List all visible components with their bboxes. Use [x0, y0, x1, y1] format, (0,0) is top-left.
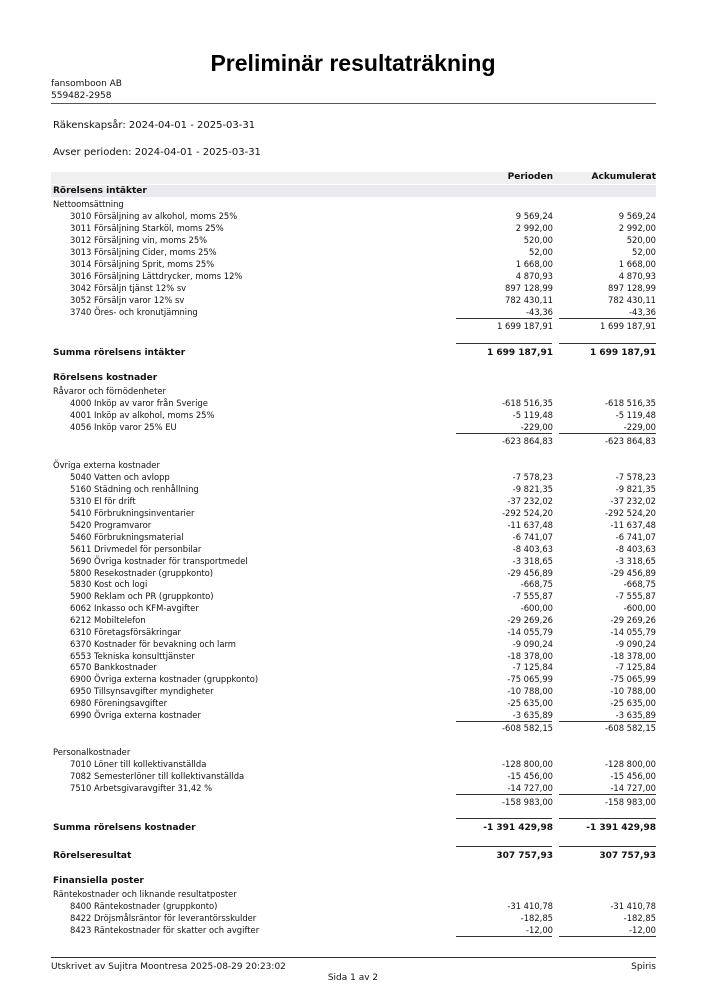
- row-label: 6553 Tekniska konsulttjänster: [70, 651, 195, 661]
- period-value: -3 635,89: [512, 710, 553, 720]
- footer-divider: [51, 957, 656, 958]
- row-label: Finansiella poster: [53, 876, 144, 886]
- accumulated-value: 52,00: [632, 247, 656, 257]
- total-rule: [559, 343, 656, 344]
- period-value: -9 821,35: [512, 484, 553, 494]
- accumulated-value: -128 800,00: [605, 759, 656, 769]
- account-row: [51, 614, 656, 626]
- accumulated-value: 1 699 187,91: [600, 321, 656, 331]
- header-divider: [51, 103, 656, 104]
- accumulated-value: -9 090,24: [615, 639, 656, 649]
- accumulated-value: -9 821,35: [615, 484, 656, 494]
- accumulated-value: 1 668,00: [618, 259, 656, 269]
- period-value: -668,75: [520, 579, 553, 589]
- period-value: -37 232,02: [507, 496, 553, 506]
- account-row: [51, 507, 656, 519]
- account-row: [51, 519, 656, 531]
- account-row: [51, 661, 656, 673]
- row-label: 3012 Försäljning vin, moms 25%: [70, 235, 208, 245]
- account-row: [51, 543, 656, 555]
- period-value: -11 637,48: [507, 520, 553, 530]
- group-row: [51, 198, 656, 210]
- period-value: 2 992,00: [515, 223, 553, 233]
- accumulated-value: 9 569,24: [618, 211, 656, 221]
- account-row: [51, 471, 656, 483]
- row-label: 5410 Förbrukningsinventarier: [70, 508, 195, 518]
- accumulated-value: -1 391 429,98: [586, 823, 656, 833]
- group-row: [51, 385, 656, 397]
- row-label: 6980 Föreningsavgifter: [70, 698, 168, 708]
- row-label: 7082 Semesterlöner till kollektivanställda: [70, 771, 245, 781]
- table-header-bar: [51, 172, 656, 184]
- accumulated-value: -7 578,23: [615, 472, 656, 482]
- row-label: 6212 Mobiltelefon: [70, 615, 146, 625]
- accumulated-value: -31 410,78: [610, 901, 656, 911]
- period-value: -29 456,89: [507, 568, 553, 578]
- row-label: 4056 Inköp varor 25% EU: [70, 422, 177, 432]
- accumulated-value: -7 555,87: [615, 591, 656, 601]
- row-label: 3042 Försäljn tjänst 12% sv: [70, 283, 187, 293]
- row-label: 3740 Öres- och kronutjämning: [70, 307, 198, 317]
- period-value: 52,00: [529, 247, 553, 257]
- account-row: [51, 234, 656, 246]
- period-value: -43,36: [526, 307, 553, 317]
- accumulated-value: -618 516,35: [605, 398, 656, 408]
- reporting-period: Avser perioden: 2024-04-01 - 2025-03-31: [53, 147, 261, 158]
- period-value: 1 668,00: [515, 259, 553, 269]
- account-row: [51, 602, 656, 614]
- period-value: -182,85: [520, 913, 553, 923]
- account-row: [51, 306, 656, 318]
- account-row: [51, 912, 656, 924]
- page-number: Sida 1 av 2: [327, 973, 379, 983]
- accumulated-value: -10 788,00: [610, 686, 656, 696]
- accumulated-value: 897 128,99: [608, 283, 656, 293]
- row-label: 5800 Resekostnader (gruppkonto): [70, 568, 214, 578]
- total-rule: [456, 343, 552, 344]
- accumulated-value: 1 699 187,91: [589, 348, 656, 358]
- group-row: [51, 459, 656, 471]
- total-rule: [456, 818, 552, 819]
- accumulated-value: -14 727,00: [610, 783, 656, 793]
- row-label: Summa rörelsens intäkter: [53, 348, 186, 358]
- accumulated-value: -229,00: [623, 422, 656, 432]
- period-value: -15 456,00: [507, 771, 553, 781]
- account-row: [51, 782, 656, 794]
- period-value: -7 125,84: [512, 662, 553, 672]
- row-label: 6370 Kostnader för bevakning och larm: [70, 639, 236, 649]
- row-label: 3013 Försäljning Cider, moms 25%: [70, 247, 217, 257]
- section-row: [51, 372, 656, 384]
- row-label: 8422 Dröjsmålsräntor för leverantörsskulder: [70, 913, 257, 923]
- printed-by: Utskrivet av Sujitra Moontresa 2025-08-29 20:23:02: [51, 962, 286, 972]
- account-row: [51, 626, 656, 638]
- page-title: Preliminär resultaträkning: [210, 50, 496, 76]
- accumulated-value: -623 864,83: [605, 436, 656, 446]
- period-value: -618 516,35: [502, 398, 553, 408]
- row-label: 5310 El för drift: [70, 496, 136, 506]
- section-row: [51, 185, 656, 197]
- subtotal-row: [51, 796, 656, 808]
- account-row: [51, 697, 656, 709]
- subtotal-rule: [559, 318, 656, 319]
- accumulated-value: -29 456,89: [610, 568, 656, 578]
- period-value: 897 128,99: [505, 283, 553, 293]
- period-value: -29 269,26: [507, 615, 553, 625]
- row-label: 6310 Företagsförsäkringar: [70, 627, 181, 637]
- period-value: 520,00: [523, 235, 553, 245]
- account-row: [51, 421, 656, 433]
- accumulated-value: -37 232,02: [610, 496, 656, 506]
- accumulated-value: 307 757,93: [599, 851, 656, 861]
- accumulated-value: -12,00: [629, 925, 656, 935]
- row-label: 8423 Räntekostnader för skatter och avgifter: [70, 925, 260, 935]
- account-row: [51, 397, 656, 409]
- period-value: -31 410,78: [507, 901, 553, 911]
- period-value: -8 403,63: [512, 544, 553, 554]
- account-row: [51, 900, 656, 912]
- accumulated-value: -5 119,48: [615, 410, 656, 420]
- row-label: Övriga externa kostnader: [53, 460, 160, 470]
- period-value: -7 578,23: [512, 472, 553, 482]
- account-row: [51, 770, 656, 782]
- period-value: -608 582,15: [502, 723, 553, 733]
- accumulated-value: -25 635,00: [610, 698, 656, 708]
- period-value: -1 391 429,98: [483, 823, 553, 833]
- subtotal-rule: [456, 794, 552, 795]
- period-value: -9 090,24: [512, 639, 553, 649]
- row-label: Rörelsens intäkter: [53, 186, 147, 196]
- row-label: 5160 Städning och renhållning: [70, 484, 199, 494]
- account-row: [51, 685, 656, 697]
- row-label: 7010 Löner till kollektivanställda: [70, 759, 207, 769]
- account-row: [51, 222, 656, 234]
- accumulated-value: -292 524,20: [605, 508, 656, 518]
- subtotal-rule: [456, 936, 552, 937]
- total-row: [51, 347, 656, 359]
- row-label: Räntekostnader och liknande resultatposter: [53, 889, 237, 899]
- period-value: -3 318,65: [512, 556, 553, 566]
- period-value: -10 788,00: [507, 686, 553, 696]
- row-label: 5460 Förbrukningsmaterial: [70, 532, 184, 542]
- accumulated-value: -158 983,00: [605, 797, 656, 807]
- period-value: 307 757,93: [496, 851, 553, 861]
- account-row: [51, 555, 656, 567]
- org-number: 559482-2958: [51, 91, 112, 101]
- period-value: -18 378,00: [507, 651, 553, 661]
- account-row: [51, 495, 656, 507]
- account-row: [51, 673, 656, 685]
- period-value: 1 699 187,91: [497, 321, 553, 331]
- row-label: 3011 Försäljning Starköl, moms 25%: [70, 223, 224, 233]
- row-label: Personalkostnader: [53, 747, 131, 757]
- subtotal-rule: [559, 936, 656, 937]
- period-value: 782 430,11: [505, 295, 553, 305]
- row-label: 5690 Övriga kostnader för transportmedel: [70, 556, 248, 566]
- row-label: 3016 Försäljning Lättdrycker, moms 12%: [70, 271, 243, 281]
- account-row: [51, 282, 656, 294]
- period-value: -14 055,79: [507, 627, 553, 637]
- subtotal-row: [51, 722, 656, 734]
- company-name: fansomboon AB: [51, 79, 122, 89]
- accumulated-value: -43,36: [629, 307, 656, 317]
- period-value: -75 065,99: [507, 674, 553, 684]
- row-label: 6570 Bankkostnader: [70, 662, 157, 672]
- account-row: [51, 590, 656, 602]
- column-header-period: Perioden: [507, 172, 553, 182]
- total-rule: [559, 846, 656, 847]
- row-label: 4001 Inköp av alkohol, moms 25%: [70, 410, 215, 420]
- row-label: 4000 Inköp av varor från Sverige: [70, 398, 208, 408]
- account-row: [51, 409, 656, 421]
- account-row: [51, 483, 656, 495]
- period-value: -229,00: [520, 422, 553, 432]
- period-value: -623 864,83: [502, 436, 553, 446]
- period-value: -600,00: [520, 603, 553, 613]
- account-row: [51, 258, 656, 270]
- row-label: 5420 Programvaror: [70, 520, 152, 530]
- period-value: 9 569,24: [515, 211, 553, 221]
- total-rule: [456, 846, 552, 847]
- account-row: [51, 924, 656, 936]
- account-row: [51, 709, 656, 721]
- brand-name: Spiris: [631, 962, 656, 972]
- accumulated-value: -668,75: [623, 579, 656, 589]
- accumulated-value: 782 430,11: [608, 295, 656, 305]
- accumulated-value: -75 065,99: [610, 674, 656, 684]
- row-label: 5900 Reklam och PR (gruppkonto): [70, 591, 214, 601]
- account-row: [51, 638, 656, 650]
- accumulated-value: 2 992,00: [618, 223, 656, 233]
- period-value: -14 727,00: [507, 783, 553, 793]
- row-label: Rörelseresultat: [53, 851, 132, 861]
- accumulated-value: 4 870,93: [618, 271, 656, 281]
- period-value: -7 555,87: [512, 591, 553, 601]
- accumulated-value: -3 318,65: [615, 556, 656, 566]
- row-label: 7510 Arbetsgivaravgifter 31,42 %: [70, 783, 213, 793]
- accumulated-value: -182,85: [623, 913, 656, 923]
- row-label: 6062 Inkasso och KFM-avgifter: [70, 603, 199, 613]
- accumulated-value: -600,00: [623, 603, 656, 613]
- row-label: 8400 Räntekostnader (gruppkonto): [70, 901, 218, 911]
- fiscal-year: Räkenskapsår: 2024-04-01 - 2025-03-31: [53, 120, 256, 131]
- row-label: 6900 Övriga externa kostnader (gruppkonto): [70, 674, 259, 684]
- accumulated-value: -15 456,00: [610, 771, 656, 781]
- period-value: -128 800,00: [502, 759, 553, 769]
- period-value: -12,00: [526, 925, 553, 935]
- group-row: [51, 746, 656, 758]
- accumulated-value: -18 378,00: [610, 651, 656, 661]
- accumulated-value: -7 125,84: [615, 662, 656, 672]
- subtotal-rule: [456, 318, 552, 319]
- section-row: [51, 875, 656, 887]
- subtotal-row: [51, 320, 656, 332]
- subtotal-row: [51, 435, 656, 447]
- period-value: -158 983,00: [502, 797, 553, 807]
- row-label: 6950 Tillsynsavgifter myndigheter: [70, 686, 214, 696]
- total-rule: [559, 818, 656, 819]
- account-row: [51, 270, 656, 282]
- row-label: 5040 Vatten och avlopp: [70, 472, 170, 482]
- accumulated-value: -3 635,89: [615, 710, 656, 720]
- period-value: -25 635,00: [507, 698, 553, 708]
- accumulated-value: -11 637,48: [610, 520, 656, 530]
- accumulated-value: -29 269,26: [610, 615, 656, 625]
- row-label: 3010 Försäljning av alkohol, moms 25%: [70, 211, 238, 221]
- accumulated-value: -8 403,63: [615, 544, 656, 554]
- accumulated-value: -608 582,15: [605, 723, 656, 733]
- total-row: [51, 850, 656, 862]
- group-row: [51, 888, 656, 900]
- period-value: -6 741,07: [512, 532, 553, 542]
- accumulated-value: 520,00: [626, 235, 656, 245]
- account-row: [51, 531, 656, 543]
- row-label: Nettoomsättning: [53, 199, 124, 209]
- account-row: [51, 578, 656, 590]
- row-label: Råvaror och förnödenheter: [53, 386, 166, 396]
- account-row: [51, 758, 656, 770]
- total-row: [51, 822, 656, 834]
- period-value: 4 870,93: [515, 271, 553, 281]
- column-header-accumulated: Ackumulerat: [591, 172, 656, 182]
- row-label: 6990 Övriga externa kostnader: [70, 710, 201, 720]
- company-block: [51, 78, 122, 102]
- period-value: 1 699 187,91: [486, 348, 553, 358]
- row-label: Summa rörelsens kostnader: [53, 823, 196, 833]
- row-label: Rörelsens kostnader: [53, 373, 158, 383]
- accumulated-value: -6 741,07: [615, 532, 656, 542]
- period-value: -5 119,48: [512, 410, 553, 420]
- row-label: 3014 Försäljning Sprit, moms 25%: [70, 259, 215, 269]
- accumulated-value: -14 055,79: [610, 627, 656, 637]
- row-label: 5830 Kost och logi: [70, 579, 148, 589]
- period-value: -292 524,20: [502, 508, 553, 518]
- account-row: [51, 246, 656, 258]
- account-row: [51, 294, 656, 306]
- row-label: 3052 Försäljn varor 12% sv: [70, 295, 185, 305]
- subtotal-rule: [456, 433, 552, 434]
- subtotal-rule: [559, 433, 656, 434]
- subtotal-rule: [559, 794, 656, 795]
- row-label: 5611 Drivmedel för personbilar: [70, 544, 202, 554]
- account-row: [51, 210, 656, 222]
